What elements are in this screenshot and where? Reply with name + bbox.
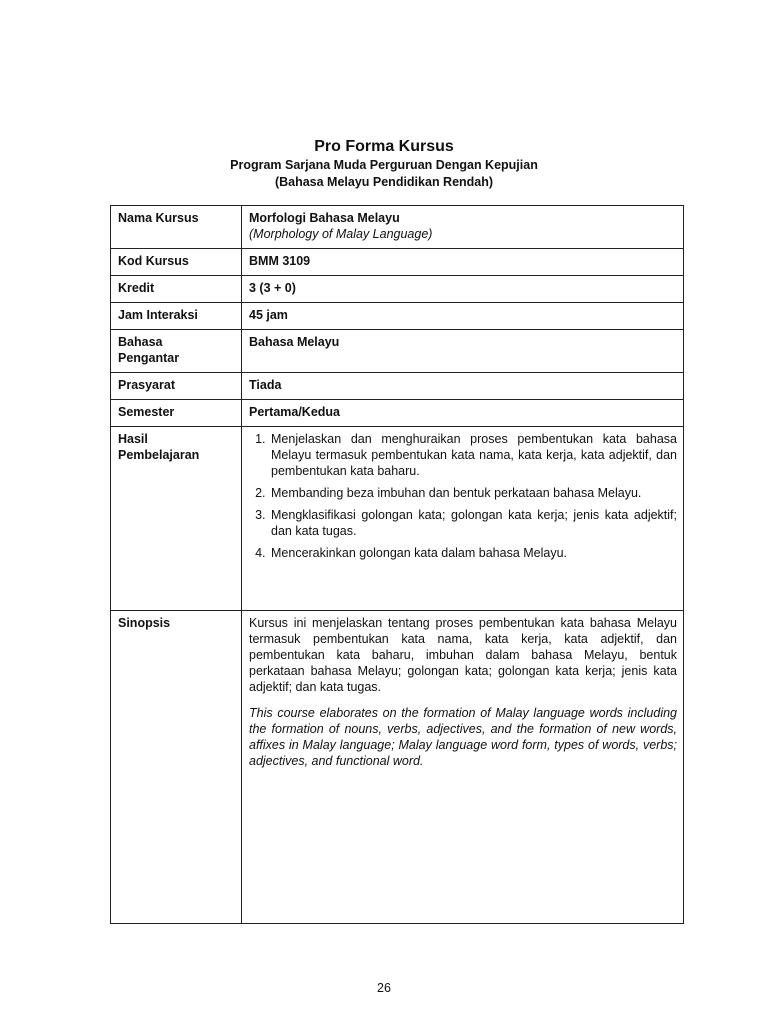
row-hasil-pembelajaran bbox=[111, 427, 684, 611]
label-prasyarat: Prasyarat bbox=[111, 373, 242, 400]
label-nama-kursus: Nama Kursus bbox=[111, 206, 242, 249]
learning-outcome-item: 2. Membanding beza imbuhan dan bentuk perkataan bahasa Melayu. bbox=[269, 485, 677, 501]
value-nama-kursus bbox=[242, 206, 684, 249]
row-kod-kursus bbox=[111, 249, 684, 276]
row-bahasa-pengantar bbox=[111, 330, 684, 373]
label-sinopsis: Sinopsis bbox=[111, 611, 242, 924]
learning-outcome-item: 1. Menjelaskan dan menghuraikan proses pembentukan kata bahasa Melayu termasuk pembentukan kata nama, kata kerja, kata adjektif, dan pembentukan kata baharu. bbox=[269, 431, 677, 479]
label-bahasa-line2: Pengantar bbox=[118, 351, 180, 365]
learning-outcome-item: 3. Mengklasifikasi golongan kata; golongan kata kerja; jenis kata adjektif; dan kata tugas. bbox=[269, 507, 677, 539]
label-kredit: Kredit bbox=[111, 276, 242, 303]
value-prasyarat: Tiada bbox=[242, 373, 684, 400]
label-hasil-line2: Pembelajaran bbox=[118, 448, 200, 462]
row-prasyarat bbox=[111, 373, 684, 400]
document-header bbox=[0, 137, 768, 191]
row-jam-interaksi bbox=[111, 303, 684, 330]
course-name-english: (Morphology of Malay Language) bbox=[249, 227, 433, 241]
label-bahasa-line1: Bahasa bbox=[118, 335, 163, 349]
learning-outcome-item: 4. Mencerakinkan golongan kata dalam bahasa Melayu. bbox=[269, 545, 677, 561]
value-kredit: 3 (3 + 0) bbox=[242, 276, 684, 303]
value-kod-kursus: BMM 3109 bbox=[242, 249, 684, 276]
synopsis-malay: Kursus ini menjelaskan tentang proses pembentukan kata bahasa Melayu termasuk pembentukan kata nama, kata kerja, kata adjektif, dan pembentukan kata baharu, imbuhan dalam bahasa Melayu, bentuk perkataan bahasa Melayu; golongan kata; golongan kata kerja; jenis kata adjektif; dan kata tugas. bbox=[249, 616, 677, 694]
label-hasil-pembelajaran bbox=[111, 427, 242, 611]
label-kod-kursus: Kod Kursus bbox=[111, 249, 242, 276]
course-proforma-table bbox=[110, 205, 684, 924]
row-sinopsis bbox=[111, 611, 684, 924]
label-semester: Semester bbox=[111, 400, 242, 427]
label-hasil-line1: Hasil bbox=[118, 432, 148, 446]
value-sinopsis bbox=[242, 611, 684, 924]
row-kredit bbox=[111, 276, 684, 303]
row-semester bbox=[111, 400, 684, 427]
program-specialization: (Bahasa Melayu Pendidikan Rendah) bbox=[274, 175, 494, 189]
label-jam-interaksi: Jam Interaksi bbox=[111, 303, 242, 330]
program-name: Program Sarjana Muda Perguruan Dengan Kepujian bbox=[230, 158, 538, 172]
label-bahasa-pengantar bbox=[111, 330, 242, 373]
value-jam-interaksi: 45 jam bbox=[242, 303, 684, 330]
value-hasil-pembelajaran bbox=[242, 427, 684, 611]
learning-outcomes-list bbox=[249, 431, 677, 561]
row-nama-kursus bbox=[111, 206, 684, 249]
value-semester: Pertama/Kedua bbox=[242, 400, 684, 427]
synopsis-english: This course elaborates on the formation of Malay language words including the formation of nouns, verbs, adjectives, and the formation of new words, affixes in Malay language; Malay language word form, types of words, verbs; adjectives, and functional word. bbox=[249, 706, 677, 768]
page-title: Pro Forma Kursus bbox=[314, 138, 454, 155]
page-number: 26 bbox=[377, 981, 391, 995]
value-bahasa-pengantar: Bahasa Melayu bbox=[242, 330, 684, 373]
course-name: Morfologi Bahasa Melayu bbox=[249, 211, 400, 225]
